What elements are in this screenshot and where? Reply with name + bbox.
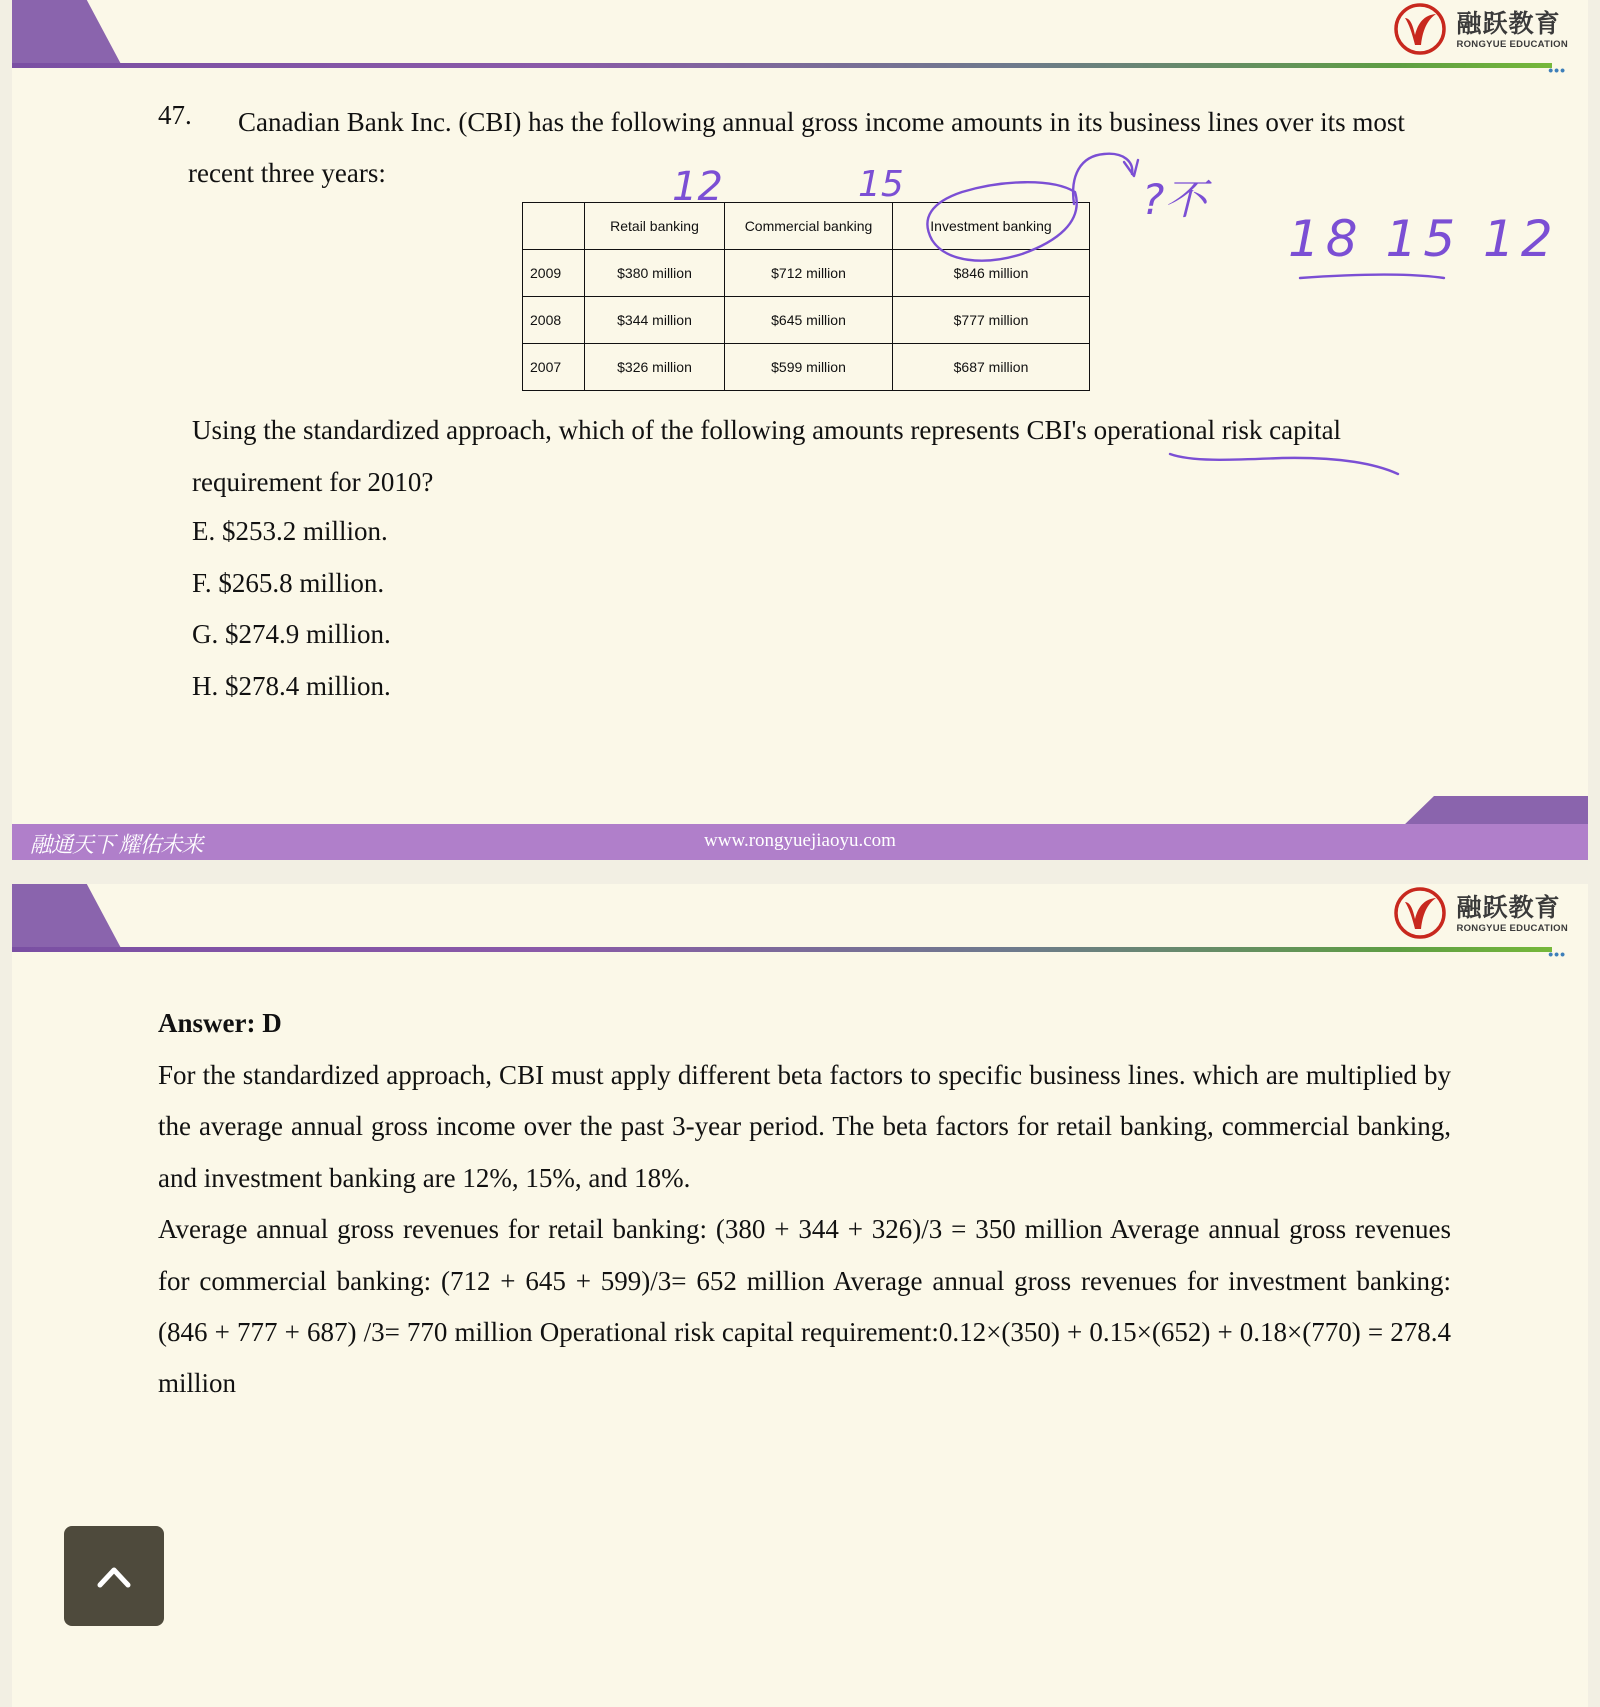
table-header-row <box>523 203 1090 250</box>
table-cell-year: 2008 <box>523 297 585 344</box>
answer-explanation <box>158 1050 1451 1410</box>
footer-slogan: 融通天下 耀佑未来 <box>30 832 203 857</box>
footer-url[interactable]: www.rongyuejiaoyu.com <box>704 830 896 851</box>
header-dots: ••• <box>1548 946 1566 962</box>
answer-title: Answer: D <box>158 1008 282 1038</box>
table-header-cell: Investment banking <box>893 203 1090 250</box>
table-cell: $846 million <box>893 250 1090 297</box>
logo <box>1392 0 1568 58</box>
header-corner-decoration <box>12 0 122 66</box>
table-cell-year: 2007 <box>523 344 585 391</box>
table-cell: $687 million <box>893 344 1090 391</box>
ink-betas-list: 18 15 12 <box>1288 210 1559 268</box>
header-divider <box>12 63 1552 68</box>
table-cell: $380 million <box>585 250 725 297</box>
chevron-up-icon <box>94 1561 134 1591</box>
question-text: Canadian Bank Inc. (CBI) has the following annual gross income amounts in its business lines over its most recent three years: <box>188 107 1405 188</box>
question-number: 47. <box>158 100 192 130</box>
option-e[interactable]: E. $253.2 million. <box>192 516 388 546</box>
ink-investment-note: ?不 <box>1142 175 1207 224</box>
option-f[interactable]: F. $265.8 million. <box>192 567 385 598</box>
table-header-cell <box>523 203 585 250</box>
logo-mark-icon <box>1392 1 1448 57</box>
gross-income-table <box>522 202 1090 391</box>
table-cell: $326 million <box>585 344 725 391</box>
logo <box>1392 884 1568 942</box>
scroll-to-top-button[interactable] <box>64 1526 164 1626</box>
answer-slide <box>12 884 1588 1707</box>
footer-bar <box>12 824 1588 860</box>
table-row <box>523 297 1090 344</box>
table-row <box>523 250 1090 297</box>
table-cell: $712 million <box>725 250 893 297</box>
ink-commercial-beta: 15 <box>858 164 904 205</box>
table-row <box>523 344 1090 391</box>
table-cell: $599 million <box>725 344 893 391</box>
option-h[interactable]: H. $278.4 million. <box>192 670 391 701</box>
answer-options <box>192 506 391 712</box>
header-divider <box>12 947 1552 952</box>
header-dots: ••• <box>1548 62 1566 78</box>
answer-paragraph: Average annual gross revenues for retail banking: (380 + 344 + 326)/3 = 350 million Average annual gross revenues for commercial banking: (712 + 645 + 599)/3= 652 million Average annual gross revenues for investment banking: (846 + 777 + 687) /3= 770 million Operational risk capital requirement:0.12×(350) + 0.15×(652) + 0.18×(770) = 278.4 million <box>158 1214 1451 1399</box>
logo-english-name: RONGYUE EDUCATION <box>1456 922 1568 934</box>
ink-retail-beta: 12 <box>672 164 723 210</box>
table-cell-year: 2009 <box>523 250 585 297</box>
table-header-cell: Commercial banking <box>725 203 893 250</box>
option-g[interactable]: G. $274.9 million. <box>192 619 391 649</box>
table-cell: $777 million <box>893 297 1090 344</box>
table-header-cell: Retail banking <box>585 203 725 250</box>
question-prompt: Using the standardized approach, which of the following amounts represents CBI's operational risk capital requirement for 2010? <box>192 415 1342 497</box>
table-cell: $645 million <box>725 297 893 344</box>
answer-paragraph: For the standardized approach, CBI must apply different beta factors to specific business lines. which are multiplied by the average annual gross income over the past 3-year period. The beta factors for retail banking, commercial banking, and investment banking are 12%, 15%, and 18%. <box>158 1060 1451 1193</box>
ink-underline-mark <box>1300 275 1444 278</box>
header-corner-decoration <box>12 884 122 950</box>
logo-chinese-name: 融跃教育 <box>1456 9 1561 38</box>
table-cell: $344 million <box>585 297 725 344</box>
logo-english-name: RONGYUE EDUCATION <box>1456 38 1568 50</box>
question-slide <box>12 0 1588 860</box>
logo-chinese-name: 融跃教育 <box>1456 893 1561 922</box>
logo-mark-icon <box>1392 885 1448 941</box>
